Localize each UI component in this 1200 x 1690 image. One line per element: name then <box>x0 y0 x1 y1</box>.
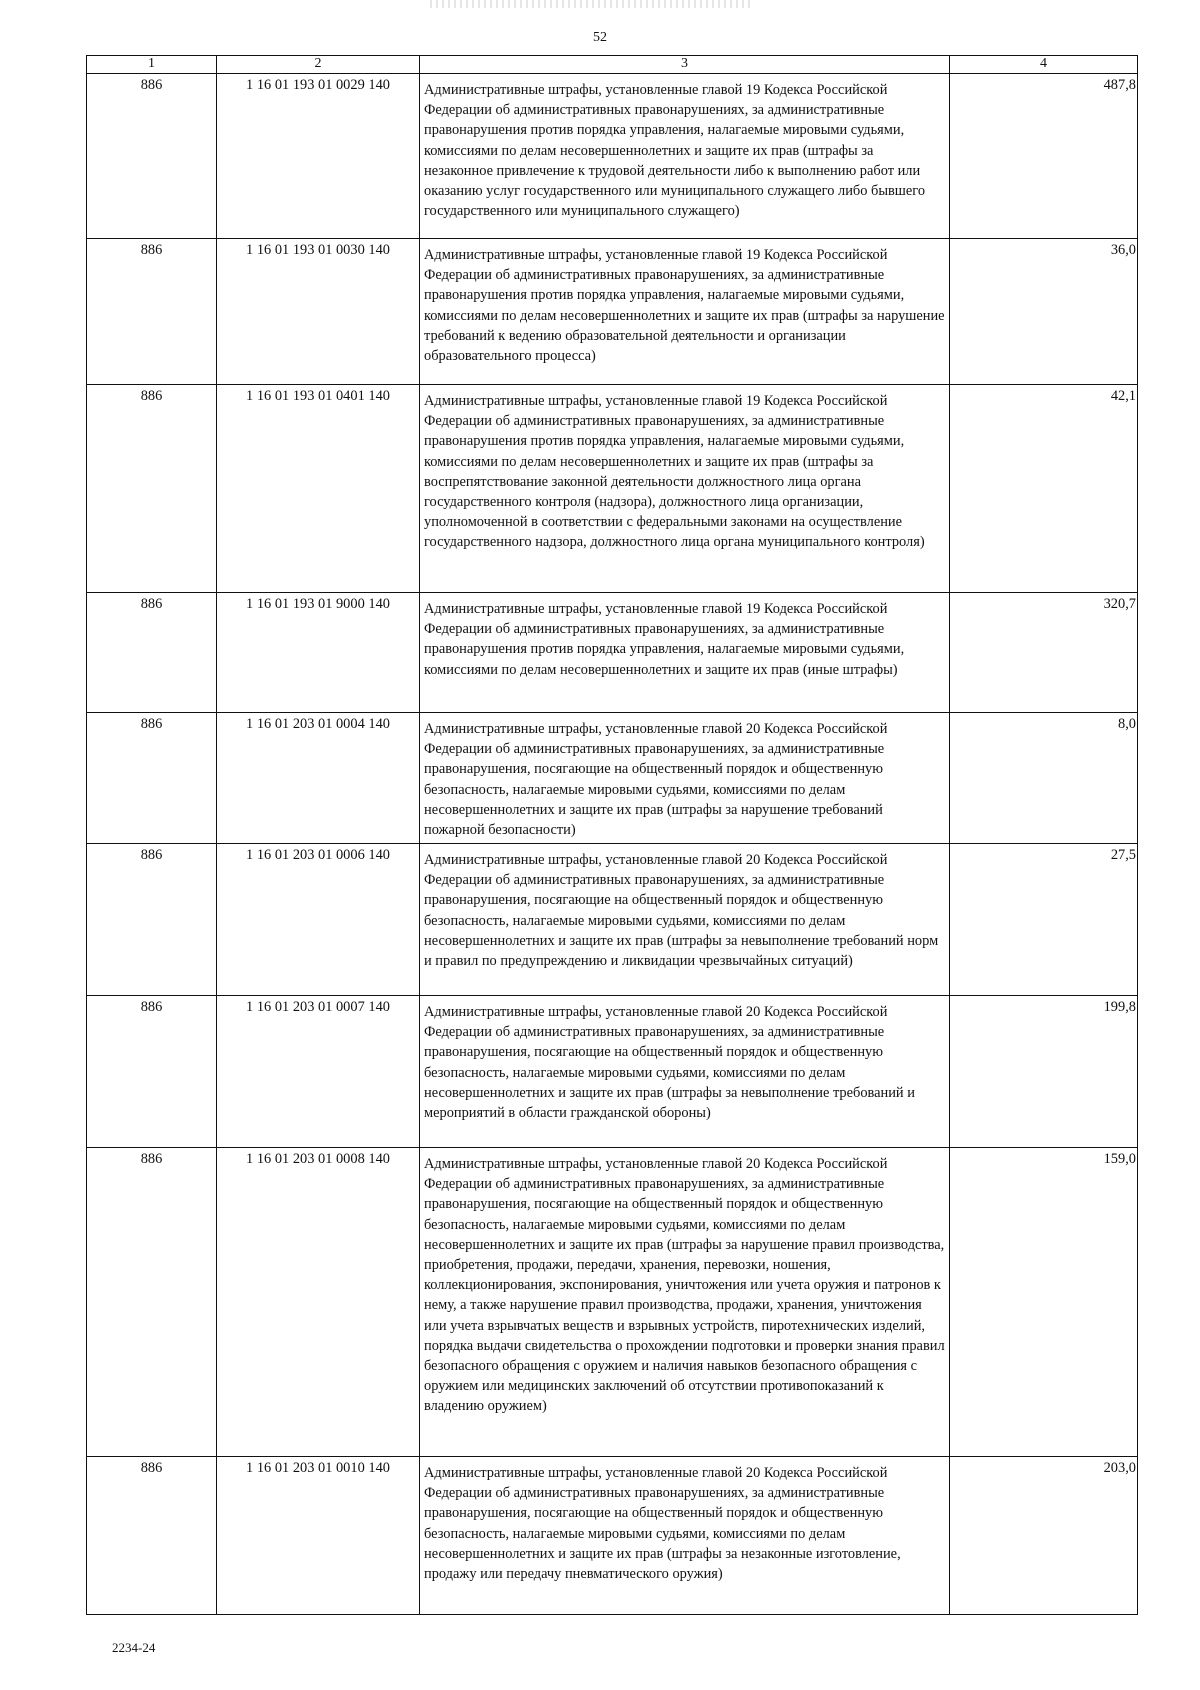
budget-code: 1 16 01 193 01 0030 140 <box>217 239 420 385</box>
budget-code: 1 16 01 203 01 0007 140 <box>217 996 420 1148</box>
budget-table <box>86 55 1138 1615</box>
table-row <box>87 385 1138 593</box>
description: Административные штрафы, установленные главой 19 Кодекса Российской Федерации об административных правонарушениях, за административные правонарушения против порядка управления, налагаемые мировыми судьями, комиссиями по делам несовершеннолетних и защите их прав (иные штрафы) <box>420 593 950 713</box>
column-header-3: 3 <box>420 56 950 74</box>
admin-code: 886 <box>87 1148 217 1457</box>
description: Административные штрафы, установленные главой 19 Кодекса Российской Федерации об административных правонарушениях, за административные правонарушения против порядка управления, налагаемые мировыми судьями, комиссиями по делам несовершеннолетних и защите их прав (штрафы за нарушение требований к ведению образовательной деятельности и организации образовательного процесса) <box>420 239 950 385</box>
amount: 203,0 <box>950 1457 1138 1615</box>
budget-code: 1 16 01 193 01 0401 140 <box>217 385 420 593</box>
amount: 159,0 <box>950 1148 1138 1457</box>
amount: 8,0 <box>950 713 1138 844</box>
description: Административные штрафы, установленные главой 19 Кодекса Российской Федерации об административных правонарушениях, за административные правонарушения против порядка управления, налагаемые мировыми судьями, комиссиями по делам несовершеннолетних и защите их прав (штрафы за незаконное привлечение к трудовой деятельности либо к выполнению работ или оказанию услуг государственного или муниципального служащего либо бывшего государственного или муниципального служащего) <box>420 74 950 239</box>
description: Административные штрафы, установленные главой 20 Кодекса Российской Федерации об административных правонарушениях, за административные правонарушения, посягающие на общественный порядок и общественную безопасность, налагаемые мировыми судьями, комиссиями по делам несовершеннолетних и защите их прав (штрафы за невыполнение требований норм и правил по предупреждению и ликвидации чрезвычайных ситуаций) <box>420 844 950 996</box>
table-row <box>87 593 1138 713</box>
admin-code: 886 <box>87 713 217 844</box>
amount: 320,7 <box>950 593 1138 713</box>
table-row <box>87 844 1138 996</box>
table-row <box>87 239 1138 385</box>
amount: 36,0 <box>950 239 1138 385</box>
admin-code: 886 <box>87 74 217 239</box>
header-row <box>87 56 1138 74</box>
budget-code: 1 16 01 193 01 9000 140 <box>217 593 420 713</box>
description: Административные штрафы, установленные главой 20 Кодекса Российской Федерации об административных правонарушениях, за административные правонарушения, посягающие на общественный порядок и общественную безопасность, налагаемые мировыми судьями, комиссиями по делам несовершеннолетних и защите их прав (штрафы за невыполнение требований и мероприятий в области гражданской обороны) <box>420 996 950 1148</box>
description: Административные штрафы, установленные главой 19 Кодекса Российской Федерации об административных правонарушениях, за административные правонарушения против порядка управления, налагаемые мировыми судьями, комиссиями по делам несовершеннолетних и защите их прав (штрафы за воспрепятствование законной деятельности должностного лица органа государственного контроля (надзора), должностного лица организации, уполномоченной в соответствии с федеральными законами на осуществление государственного надзора, должностного лица органа муниципального контроля) <box>420 385 950 593</box>
column-header-1: 1 <box>87 56 217 74</box>
amount: 487,8 <box>950 74 1138 239</box>
table-row <box>87 996 1138 1148</box>
admin-code: 886 <box>87 1457 217 1615</box>
admin-code: 886 <box>87 844 217 996</box>
admin-code: 886 <box>87 385 217 593</box>
document-code: 2234-24 <box>112 1640 156 1655</box>
column-header-2: 2 <box>217 56 420 74</box>
scan-noise <box>430 0 750 8</box>
admin-code: 886 <box>87 239 217 385</box>
amount: 199,8 <box>950 996 1138 1148</box>
budget-code: 1 16 01 203 01 0004 140 <box>217 713 420 844</box>
amount: 27,5 <box>950 844 1138 996</box>
amount: 42,1 <box>950 385 1138 593</box>
description: Административные штрафы, установленные главой 20 Кодекса Российской Федерации об административных правонарушениях, за административные правонарушения, посягающие на общественный порядок и общественную безопасность, налагаемые мировыми судьями, комиссиями по делам несовершеннолетних и защите их прав (штрафы за нарушение правил производства, приобретения, продажи, передачи, хранения, перевозки, ношения, коллекционирования, экспонирования, уничтожения или учета оружия и патронов к нему, а также нарушение правил производства, продажи, хранения, уничтожения или учета взрывчатых веществ и взрывных устройств, пиротехнических изделий, порядка выдачи свидетельства о прохождении подготовки и проверки знания правил безопасного обращения с оружием и наличия навыков безопасного обращения с оружием или медицинских заключений об отсутствии противопоказаний к владению оружием) <box>420 1148 950 1457</box>
budget-code: 1 16 01 193 01 0029 140 <box>217 74 420 239</box>
description: Административные штрафы, установленные главой 20 Кодекса Российской Федерации об административных правонарушениях, за административные правонарушения, посягающие на общественный порядок и общественную безопасность, налагаемые мировыми судьями, комиссиями по делам несовершеннолетних и защите их прав (штрафы за незаконные изготовление, продажу или передачу пневматического оружия) <box>420 1457 950 1615</box>
budget-code: 1 16 01 203 01 0008 140 <box>217 1148 420 1457</box>
budget-code: 1 16 01 203 01 0006 140 <box>217 844 420 996</box>
description: Административные штрафы, установленные главой 20 Кодекса Российской Федерации об административных правонарушениях, за административные правонарушения, посягающие на общественный порядок и общественную безопасность, налагаемые мировыми судьями, комиссиями по делам несовершеннолетних и защите их прав (штрафы за нарушение требований пожарной безопасности) <box>420 713 950 844</box>
table-row <box>87 1457 1138 1615</box>
column-header-4: 4 <box>950 56 1138 74</box>
table-row <box>87 713 1138 844</box>
admin-code: 886 <box>87 996 217 1148</box>
page-number: 52 <box>593 30 607 45</box>
table-row <box>87 74 1138 239</box>
admin-code: 886 <box>87 593 217 713</box>
budget-code: 1 16 01 203 01 0010 140 <box>217 1457 420 1615</box>
table-row <box>87 1148 1138 1457</box>
